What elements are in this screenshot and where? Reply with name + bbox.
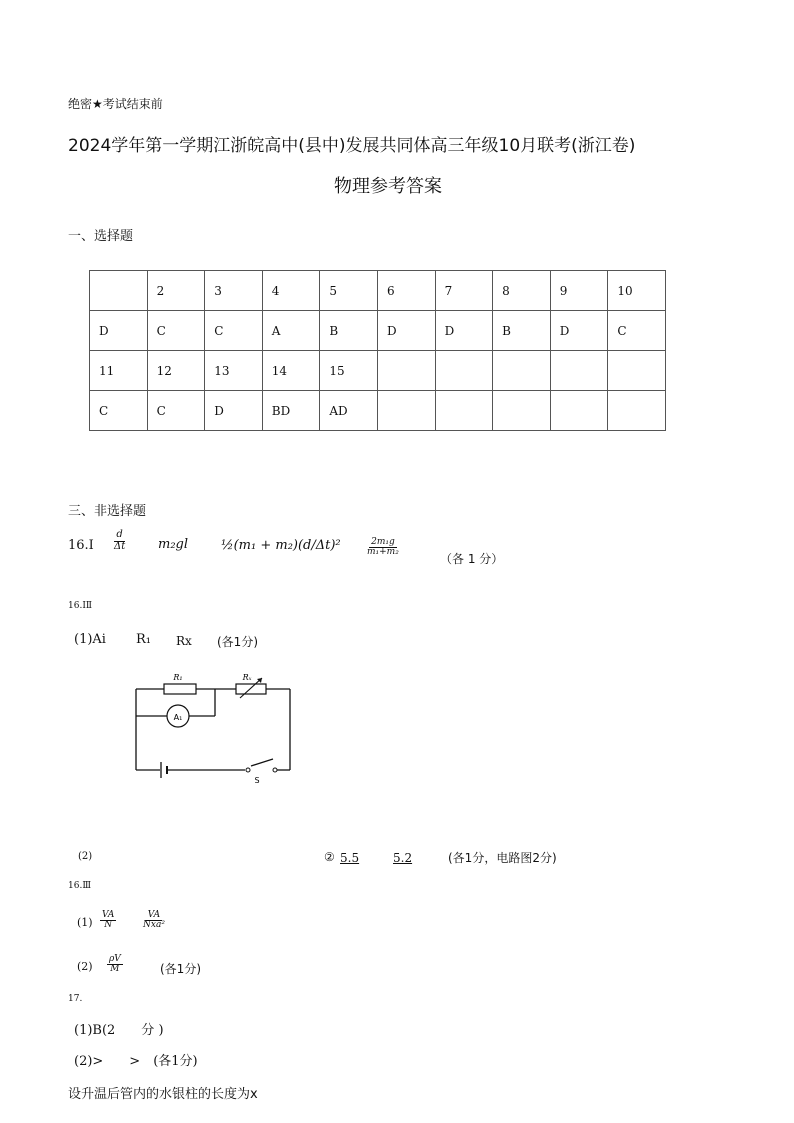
table-cell: D xyxy=(205,391,263,431)
q16-1-score: （各 1 分） xyxy=(440,552,504,566)
table-cell: 14 xyxy=(262,351,320,391)
q16-1-fraction-4 xyxy=(365,538,401,558)
table-cell: 3 xyxy=(205,271,263,311)
table-cell: C xyxy=(205,311,263,351)
table-row xyxy=(90,311,666,351)
table-cell: D xyxy=(90,311,148,351)
table-cell: BD xyxy=(262,391,320,431)
q16-2-answer-c: Rx xyxy=(176,634,192,648)
table-cell: 10 xyxy=(608,271,666,311)
q16-2-value-1: 5.5 xyxy=(340,851,360,865)
table-cell: 8 xyxy=(493,271,551,311)
fraction-numerator: ρV xyxy=(109,954,121,964)
q17-line-1: (1)B(2 分 ) xyxy=(74,1023,164,1038)
table-cell: 13 xyxy=(205,351,263,391)
q16-3-score: (各1分) xyxy=(160,962,201,976)
table-cell xyxy=(90,271,148,311)
q16-3-fraction-3 xyxy=(107,955,123,975)
fraction-denominator: N xyxy=(104,920,113,931)
q16-3-fraction-2 xyxy=(141,911,167,931)
table-cell: 2 xyxy=(147,271,205,311)
table-row xyxy=(90,271,666,311)
fraction-numerator: 2m₁g xyxy=(371,537,395,547)
q16-2-value-2: 5.2 xyxy=(393,851,413,865)
table-cell xyxy=(377,391,435,431)
fraction-numerator: d xyxy=(116,529,123,540)
table-cell xyxy=(550,351,608,391)
q17-line-3: 设升温后管内的水银柱的长度为x xyxy=(68,1087,258,1102)
table-row xyxy=(90,391,666,431)
document-subtitle: 物理参考答案 xyxy=(334,176,442,197)
ammeter-label: A₁ xyxy=(173,713,183,722)
rx-label: Rₓ xyxy=(242,673,252,682)
section1-heading: 一、选择题 xyxy=(68,229,134,244)
fraction-denominator: M xyxy=(110,964,120,975)
table-cell xyxy=(377,351,435,391)
table-cell: C xyxy=(147,311,205,351)
table-row xyxy=(90,351,666,391)
q16-1-expr-2: m₂gl xyxy=(158,537,189,552)
fraction-denominator: Δt xyxy=(114,540,126,552)
table-cell xyxy=(493,391,551,431)
q16-2-circle-mark: ② xyxy=(324,850,335,864)
table-cell: C xyxy=(147,391,205,431)
table-cell xyxy=(608,351,666,391)
q16-2-answer-a: (1)Ai xyxy=(74,632,106,647)
circuit-diagram xyxy=(120,665,310,785)
table-cell: 7 xyxy=(435,271,493,311)
table-cell xyxy=(435,391,493,431)
section3-heading: 三、非选择题 xyxy=(68,504,147,519)
table-cell: 5 xyxy=(320,271,378,311)
table-cell: 15 xyxy=(320,351,378,391)
table-cell: D xyxy=(377,311,435,351)
answer-table xyxy=(89,270,666,431)
q16-3-part1-label: (1) xyxy=(77,916,93,929)
q16-3-label: 16.Ⅲ xyxy=(68,881,91,891)
table-cell: B xyxy=(493,311,551,351)
q16-1-expr-3: ½(m₁ + m₂)(d/Δt)² xyxy=(221,538,341,553)
switch-label: S xyxy=(254,776,260,785)
fraction-numerator: VA xyxy=(102,910,115,920)
table-cell: 6 xyxy=(377,271,435,311)
table-cell: B xyxy=(320,311,378,351)
table-cell: 11 xyxy=(90,351,148,391)
q17-label: 17. xyxy=(68,994,83,1004)
q16-2-score-2: (各1分，电路图2分) xyxy=(448,851,557,865)
table-cell: D xyxy=(435,311,493,351)
table-cell: 4 xyxy=(262,271,320,311)
fraction-numerator: VA xyxy=(147,910,161,920)
resistor-rx xyxy=(236,684,266,694)
fraction-denominator: Nxa² xyxy=(143,920,165,931)
table-cell: AD xyxy=(320,391,378,431)
q16-3-part2-label: (2) xyxy=(77,960,93,973)
table-cell: D xyxy=(550,311,608,351)
q17-line-2: (2)> > (各1分) xyxy=(74,1054,198,1069)
table-cell: C xyxy=(608,311,666,351)
fraction-denominator: m₁+m₂ xyxy=(367,547,399,558)
q16-1-label: 16.I xyxy=(68,538,94,553)
q16-3-fraction-1 xyxy=(100,911,116,931)
table-cell: C xyxy=(90,391,148,431)
confidential-note: 绝密★考试结束前 xyxy=(68,97,163,111)
q16-2-answer-b: R₁ xyxy=(136,632,151,647)
q16-2-score-1: (各1分) xyxy=(217,635,258,649)
table-cell: A xyxy=(262,311,320,351)
q16-1-fraction-1 xyxy=(112,530,127,552)
table-cell xyxy=(435,351,493,391)
q16-2-label: 16.IⅡ xyxy=(68,601,92,611)
table-cell xyxy=(550,391,608,431)
q16-2-part2-label: (2) xyxy=(78,851,93,862)
r1-label: R₁ xyxy=(173,673,183,682)
table-cell xyxy=(608,391,666,431)
table-cell: 9 xyxy=(550,271,608,311)
resistor-r1 xyxy=(164,684,196,694)
document-title: 2024学年第一学期江浙皖高中(县中)发展共同体高三年级10月联考(浙江卷) xyxy=(68,136,636,156)
table-cell: 12 xyxy=(147,351,205,391)
table-cell xyxy=(493,351,551,391)
